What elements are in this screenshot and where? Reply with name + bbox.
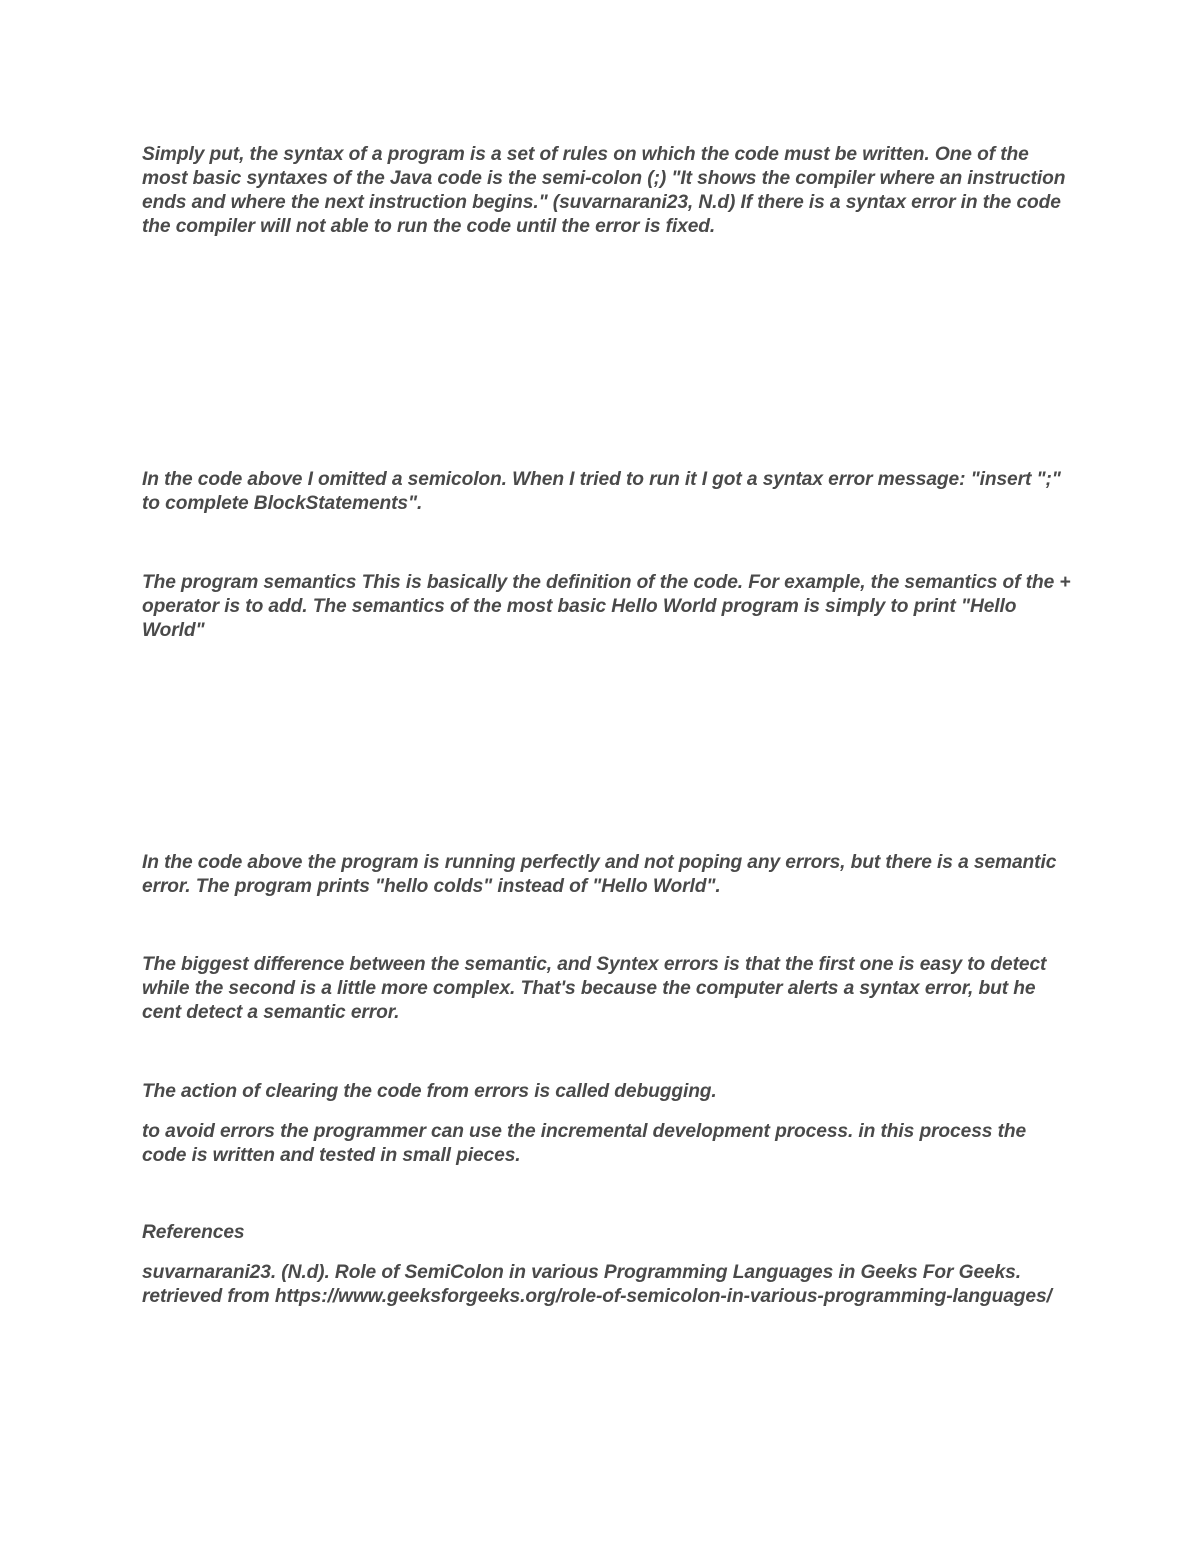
paragraph-syntax-example: In the code above I omitted a semicolon. When I tried to run it I got a syntax error message: "insert ";" to complete BlockStatements". <box>142 469 1061 514</box>
paragraph-semantics-example: In the code above the program is running perfectly and not poping any errors, but there is a semantic error. The program prints "hello colds" instead of "Hello World". <box>142 852 1057 897</box>
references-heading: References <box>142 1222 245 1243</box>
paragraph-difference: The biggest difference between the semantic, and Syntex errors is that the first one is easy to detect while the second is a little more complex. That's because the computer alerts a syntax error, but he cent detect a semantic error. <box>142 954 1047 1023</box>
paragraph-incremental: to avoid errors the programmer can use the incremental development process. in this process the code is written and tested in small pieces. <box>142 1121 1027 1166</box>
reference-entry: suvarnarani23. (N.d). Role of SemiColon in various Programming Languages in Geeks For Geeks. retrieved from https://www.geeksforgeeks.org/role-of-semicolon-in-various-programming-languages/ <box>142 1262 1052 1307</box>
paragraph-semantics-intro: The program semantics This is basically the definition of the code. For example, the semantics of the + operator is to add. The semantics of the most basic Hello World program is simply to print "Hello World" <box>142 572 1071 641</box>
paragraph-debugging: The action of clearing the code from errors is called debugging. <box>142 1081 717 1102</box>
paragraph-syntax-intro: Simply put, the syntax of a program is a set of rules on which the code must be written. One of the most basic syntaxes of the Java code is the semi-colon (;) "It shows the compiler where an instruction ends and where the next instruction begins." (suvarnarani23, N.d) If there is a syntax error in the code the compiler will not able to run the code until the error is fixed. <box>142 144 1066 237</box>
